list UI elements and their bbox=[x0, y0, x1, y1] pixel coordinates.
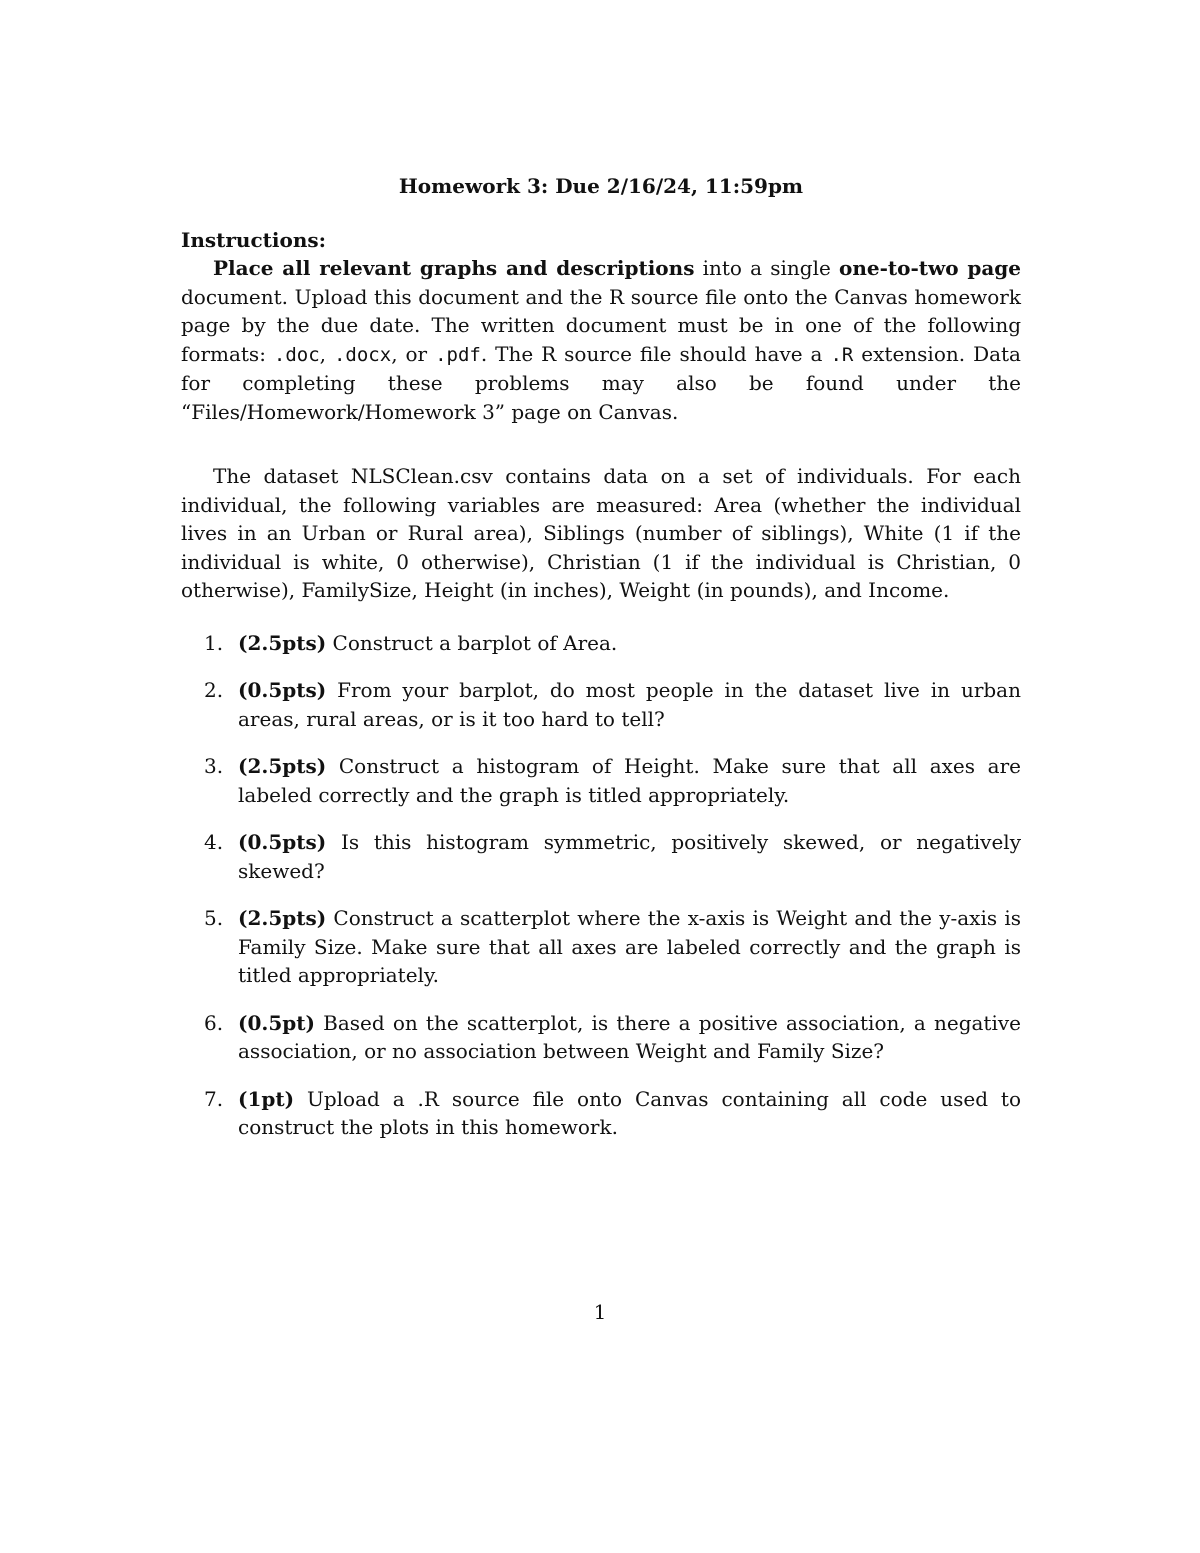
question-item bbox=[181, 904, 1021, 990]
question-number: 3. bbox=[204, 754, 224, 778]
question-points: (0.5pts) bbox=[238, 678, 327, 702]
question-number: 7. bbox=[204, 1086, 224, 1111]
question-points: (0.5pts) bbox=[238, 830, 327, 854]
question-text: Based on the scatterplot, is there a positive association, a negative association, or no association between Weight and Family Size? bbox=[238, 1010, 1021, 1063]
question-points: (0.5pt) bbox=[238, 1010, 315, 1035]
question-item bbox=[181, 629, 1021, 658]
question-number: 4. bbox=[204, 830, 224, 854]
question-item bbox=[181, 676, 1021, 733]
question-number: 6. bbox=[204, 1010, 224, 1035]
question-item bbox=[181, 1085, 1021, 1142]
question-text: Construct a histogram of Height. Make sure that all axes are labeled correctly and the graph is titled appropriately. bbox=[238, 754, 1021, 807]
question-number: 2. bbox=[204, 678, 224, 702]
question-item bbox=[181, 1009, 1021, 1066]
format-pdf: .pdf bbox=[435, 343, 481, 366]
instructions-heading: Instructions: bbox=[181, 228, 327, 252]
instructions-bold-page-limit: one-to-two page bbox=[838, 256, 1021, 280]
question-text: Construct a scatterplot where the x-axis is Weight and the y-axis is Family Size. Make sure that all axes are labeled correctly and the graph is titled appropriately. bbox=[238, 906, 1021, 987]
question-points: (1pt) bbox=[238, 1086, 295, 1111]
document-body bbox=[181, 172, 1021, 1161]
instructions-text-2: document. Upload this document and the R source file onto the Canvas homework page by the due date. The written document must be in one of the following formats: bbox=[181, 284, 1021, 366]
instructions-text-4: extension. Data for completing these problems may also be found under the “Files/Homework/Homework 3” page on Canvas. bbox=[181, 341, 1021, 424]
question-item bbox=[181, 752, 1021, 809]
question-text: Upload a .R source file onto Canvas containing all code used to construct the plots in this homework. bbox=[238, 1086, 1021, 1139]
question-points: (2.5pts) bbox=[238, 630, 327, 655]
question-text: Is this histogram symmetric, positively skewed, or negatively skewed? bbox=[238, 830, 1021, 883]
instructions-lead-bold: Place all relevant graphs and descriptions bbox=[213, 256, 695, 280]
format-doc: .doc bbox=[273, 343, 320, 366]
format-docx: .docx bbox=[333, 343, 392, 366]
page-number: 1 bbox=[593, 1300, 607, 1324]
instructions-sep-1: , bbox=[319, 341, 334, 366]
page-title: Homework 3: Due 2/16/24, 11:59pm bbox=[398, 174, 804, 198]
question-item bbox=[181, 828, 1021, 885]
instructions-paragraph bbox=[181, 254, 1021, 426]
question-number: 5. bbox=[204, 906, 224, 930]
instructions-sep-2: , or bbox=[391, 341, 436, 366]
dataset-paragraph: The dataset NLSClean.csv contains data on a set of individuals. For each individual, the following variables are measured: Area (whether the individual lives in an Urban or Rural area), Siblings (number of siblings), White (1 if the individual is white, 0 otherwise), Christian (1 if the individual is Christian, 0 otherwise), FamilySize, Height (in inches), Weight (in pounds), and Income. bbox=[181, 464, 1021, 602]
instructions-text-1: into a single bbox=[694, 256, 839, 280]
instructions-text-3: . The R source file should have a bbox=[480, 341, 831, 366]
question-list bbox=[181, 629, 1021, 1142]
question-number: 1. bbox=[204, 630, 224, 655]
format-r: .R bbox=[830, 343, 854, 366]
question-points: (2.5pts) bbox=[238, 754, 327, 778]
question-text: Construct a barplot of Area. bbox=[326, 630, 618, 655]
question-points: (2.5pts) bbox=[238, 906, 327, 930]
question-text: From your barplot, do most people in the dataset live in urban areas, rural areas, or is it too hard to tell? bbox=[238, 678, 1021, 731]
